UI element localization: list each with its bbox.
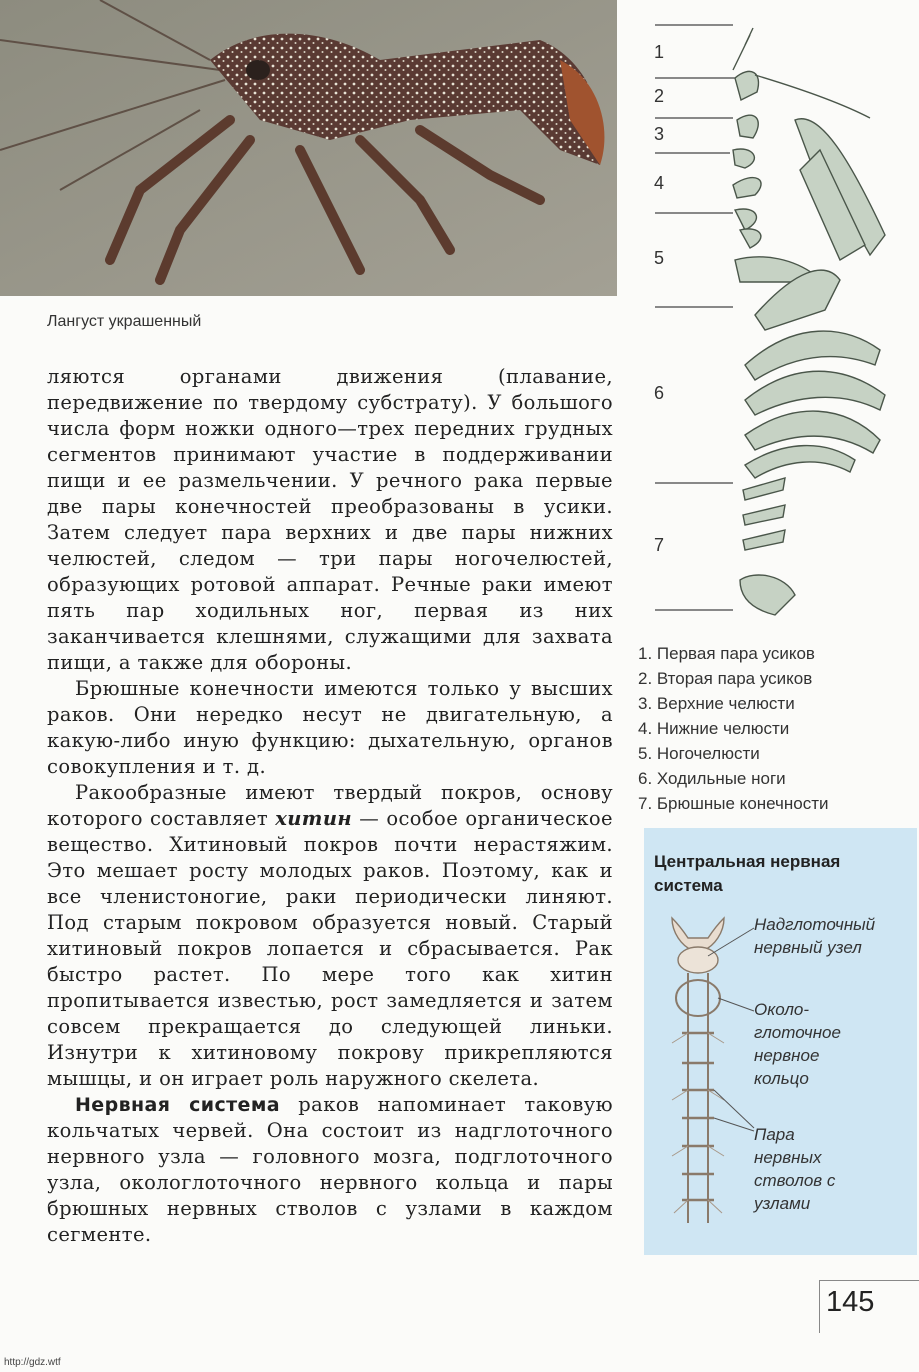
page-number: 145	[826, 1286, 875, 1318]
limb-number-1: 1	[654, 42, 665, 62]
limb-legend	[638, 641, 829, 816]
text-span: ляются органами движения (плавание, передвижение по твердому субстрату). У большого числа форм ножки одного—трех передних грудных сегментов принимают участие в поддерживании пищи и ее размельчении. У речного рака первые две пары конечностей преобразованы в усики. Затем следует пара верхних и две пары нижних челюстей, следом — три пары ногочелюстей, образующих ротовой аппарат. Речные раки имеют пять пар ходильных ног, первая из них заканчивается клешнями, служащими для захвата пищи, а также для обороны.	[47, 365, 613, 674]
crayfish-limbs-diagram	[645, 20, 915, 620]
legend-item: 1. Первая пара усиков	[638, 644, 815, 663]
text-paragraph	[47, 780, 613, 1092]
label-supraesophageal-ganglion: Надглоточный нервный узел	[754, 915, 876, 957]
label-nerve-cords: Пара нервных стволов с узлами	[754, 1125, 836, 1213]
main-text	[47, 364, 613, 1248]
text-span: раков напоминает таковую кольчатых червей. Она состоит из надглоточного нервного узла — головного мозга, подглоточного узла, окологлоточного нервного кольца и пары брюшных нервных стволов с узлами в каждом сегменте.	[47, 1093, 613, 1246]
text-span: Брюшные конечности имеются только у высших раков. Они нередко несут не двигательную, а какую-либо иную функцию: дыхательную, органов совокупления и т. д.	[47, 677, 613, 778]
emphasis-term: Нервная система	[75, 1094, 280, 1116]
legend-item: 7. Брюшные конечности	[638, 794, 829, 813]
legend-item: 3. Верхние челюсти	[638, 694, 795, 713]
nervous-system-panel	[644, 828, 917, 1255]
limb-number-4: 4	[654, 173, 665, 193]
legend-item: 5. Ногочелюсти	[638, 744, 760, 763]
limb-number-3: 3	[654, 124, 665, 144]
footer-url[interactable]: http://gdz.wtf	[4, 1357, 61, 1368]
text-paragraph	[47, 676, 613, 780]
legend-item: 6. Ходильные ноги	[638, 769, 786, 788]
lobster-photo	[0, 0, 617, 296]
text-span: Ракообразные имеют твердый покров, основу которого составляет	[47, 781, 613, 830]
limb-number-7: 7	[654, 535, 665, 555]
photo-caption: Лангуст украшенный	[47, 313, 202, 330]
text-paragraph	[47, 364, 613, 676]
emphasis-term: хитин	[275, 807, 353, 830]
limb-number-5: 5	[654, 248, 665, 268]
text-span: — особое органическое вещество. Хитиновый покров почти нерастяжим. Это мешает росту молодых раков. Поэтому, как и все членистоногие, раки периодически линяют. Под старым покровом образуется новый. Старый хитиновый покров лопается и сбрасывается. Рак быстро растет. По мере того как хитин пропитывается известью, рост замедляется и затем совсем прекращается до следующей линьки. Изнутри к хитиновому покрову прикрепляются мышцы, и он играет роль наружного скелета.	[47, 807, 613, 1090]
legend-item: 4. Нижние челюсти	[638, 719, 790, 738]
label-circumesophageal-ring: Около-глоточное нервное кольцо	[754, 1000, 841, 1088]
legend-item: 2. Вторая пара усиков	[638, 669, 813, 688]
nervous-system-title: Центральная нервная система	[654, 852, 841, 895]
text-paragraph	[47, 1092, 613, 1248]
limb-number-6: 6	[654, 383, 665, 403]
limb-number-2: 2	[654, 86, 665, 106]
